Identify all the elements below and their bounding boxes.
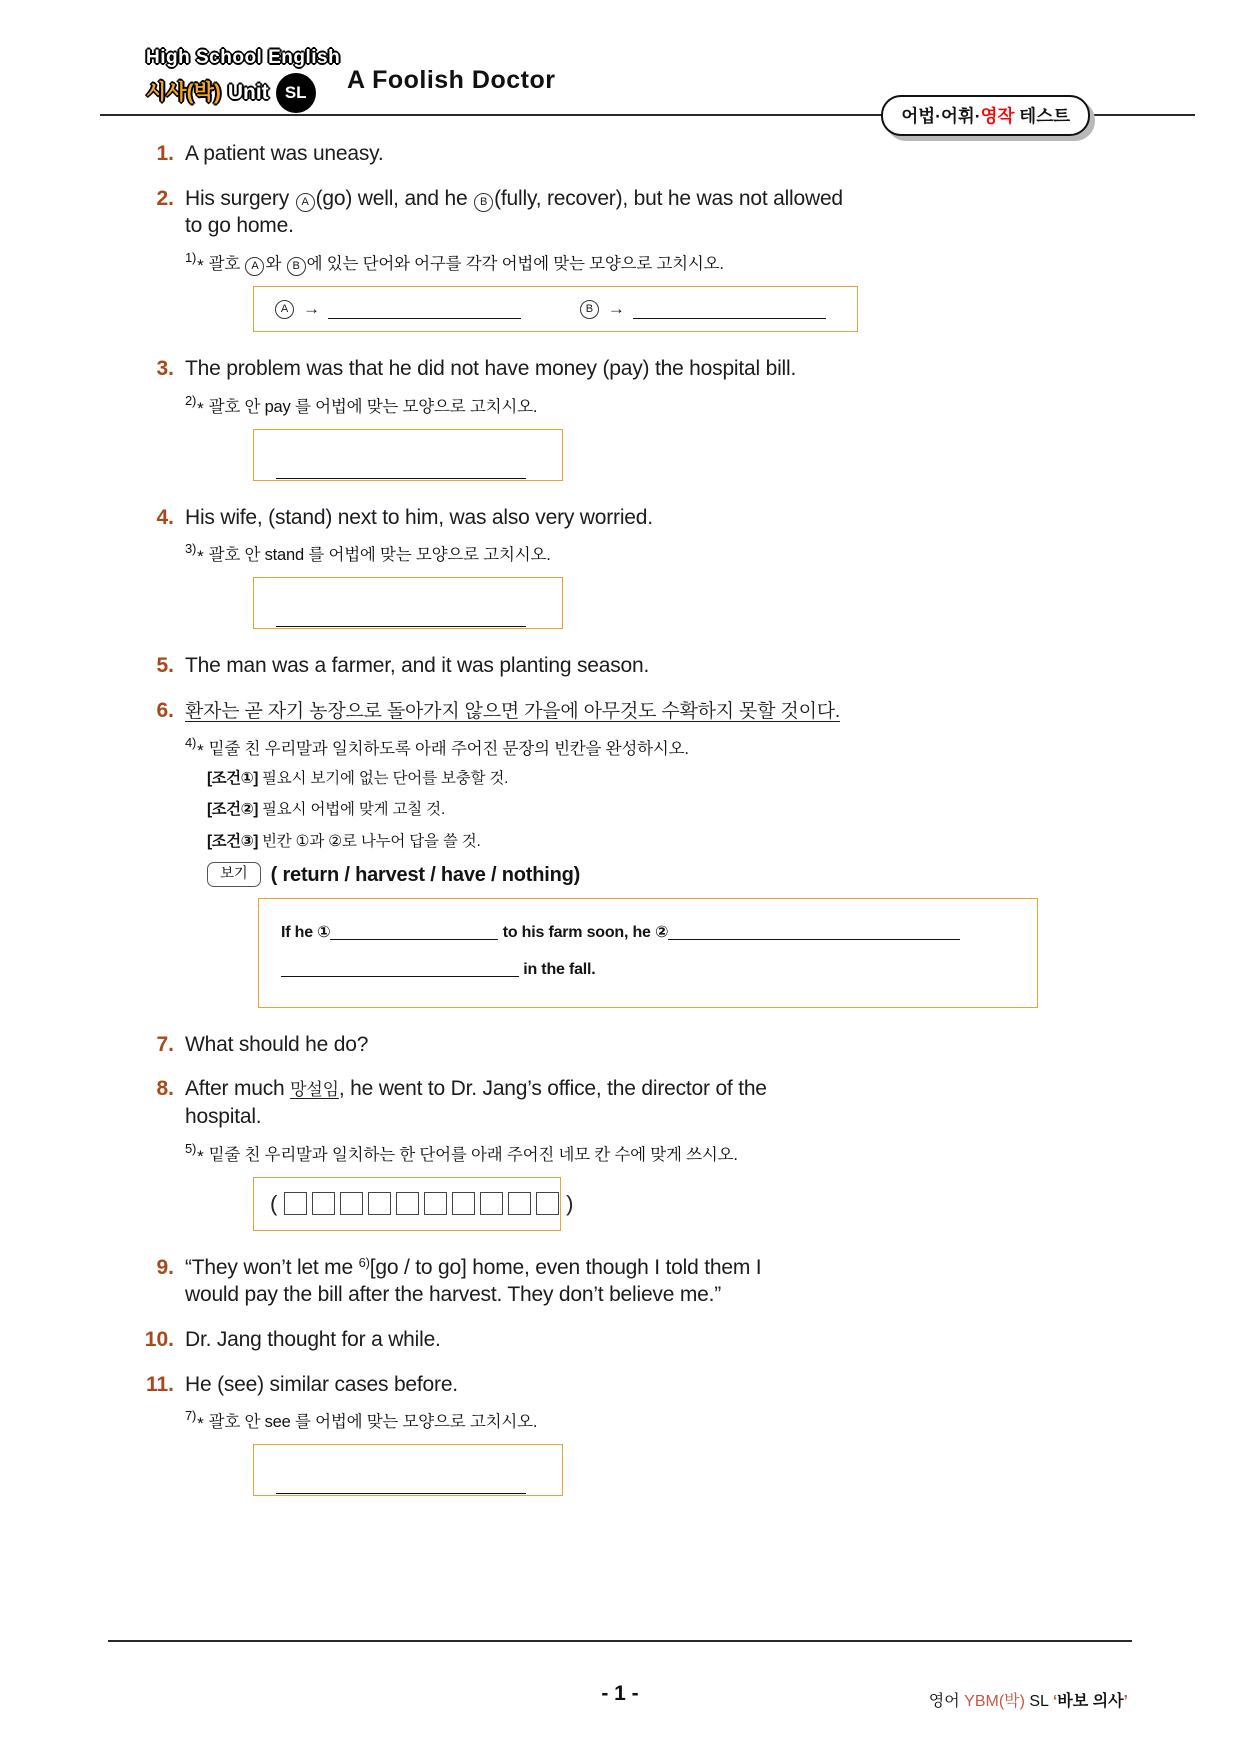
letter-box — [340, 1192, 363, 1215]
answer-box — [253, 1444, 563, 1496]
sentence-part: (go) well, and he — [315, 186, 474, 210]
sub-question — [185, 1140, 767, 1167]
badge-text-highlight: 영작 — [980, 106, 1015, 126]
question-text — [185, 1075, 767, 1236]
footnote-number: 4) — [185, 734, 197, 750]
asterisk-mark: * — [197, 256, 204, 276]
answer-blank — [276, 460, 526, 479]
letter-box — [452, 1192, 475, 1215]
question-number: 5. — [156, 654, 174, 678]
instruction-text: 밑줄 친 우리말과 일치하도록 아래 주어진 문장의 빈칸을 완성하시오. — [208, 739, 689, 758]
answer-box — [253, 577, 563, 629]
sub-question — [185, 392, 796, 419]
question-number: 2. — [156, 186, 174, 210]
instruction-text: 괄호 안 see 를 어법에 맞는 모양으로 고치시오. — [208, 1413, 538, 1432]
source-brand: YBM(박) — [964, 1693, 1025, 1710]
sentence-part: [go / to go] home, even though I told them I — [369, 1255, 762, 1279]
source-quote-open: ‘ — [1052, 1693, 1058, 1710]
sentence-part: to go home. — [185, 214, 294, 238]
circled-letter-a: A — [296, 193, 315, 212]
answer-blank — [633, 300, 826, 319]
answer-box — [253, 1177, 574, 1231]
letter-box-row — [284, 1192, 559, 1215]
letter-box — [480, 1192, 503, 1215]
logo-top-text: High School English — [146, 47, 341, 68]
letter-box — [508, 1192, 531, 1215]
question-number: 1. — [156, 142, 174, 165]
sentence-part: (fully, recover), but he was not allowed — [494, 186, 843, 210]
source-mid: SL — [1024, 1693, 1053, 1710]
answer-blank-1 — [330, 921, 498, 940]
answer-box — [253, 429, 563, 481]
letter-box — [424, 1192, 447, 1215]
question-number: 6. — [156, 698, 174, 722]
word-bank — [207, 862, 1038, 888]
question-text — [185, 355, 796, 486]
circled-letter-b: B — [580, 300, 599, 319]
asterisk-mark: * — [197, 1146, 204, 1166]
question-number: 10. — [144, 1328, 174, 1351]
fill-sentence-part: If he ① — [281, 924, 331, 942]
question-list — [130, 140, 1140, 1519]
letter-box — [312, 1192, 335, 1215]
letter-box — [396, 1192, 419, 1215]
badge-text-pre: 어법·어휘· — [901, 106, 981, 126]
question-text — [185, 185, 858, 338]
answer-blank-2-cont — [281, 958, 519, 977]
question-2 — [130, 185, 1140, 338]
fill-sentence-part: to his farm soon, he ② — [498, 924, 669, 942]
condition-tag: [조건③] — [207, 832, 258, 850]
asterisk-mark: * — [197, 547, 204, 567]
asterisk-mark: * — [197, 1414, 204, 1434]
question-text: What should he do? — [185, 1032, 369, 1056]
question-text: A patient was uneasy. — [185, 142, 384, 165]
asterisk-mark: * — [197, 740, 204, 760]
page-title: A Foolish Doctor — [347, 66, 556, 94]
condition-3 — [207, 829, 1038, 854]
question-11 — [130, 1371, 1140, 1502]
question-text: Dr. Jang thought for a while. — [185, 1328, 441, 1351]
condition-text: 필요시 보기에 없는 단어를 보충할 것. — [262, 770, 509, 788]
footnote-number: 2) — [185, 392, 197, 408]
sub-question — [185, 540, 653, 567]
arrow-icon: → — [607, 298, 625, 318]
source-quote-close: ’ — [1123, 1693, 1128, 1710]
question-number: 9. — [156, 1255, 174, 1279]
question-10 — [130, 1326, 1140, 1354]
condition-text: 빈칸 ①과 ②로 나누어 답을 쓸 것. — [262, 832, 481, 850]
question-8 — [130, 1075, 1140, 1236]
question-number: 4. — [156, 505, 174, 529]
question-7 — [130, 1031, 1140, 1059]
sentence-part: would pay the bill after the harvest. They don’t believe me.” — [185, 1283, 722, 1307]
footer-divider — [108, 1640, 1132, 1642]
question-3 — [130, 355, 1140, 486]
sl-badge: SL — [276, 73, 316, 113]
condition-text: 필요시 어법에 맞게 고칠 것. — [262, 801, 446, 819]
sentence-part: His wife, (stand) next to him, was also very worried. — [185, 505, 653, 529]
logo-unit: Unit — [227, 80, 269, 104]
word-bank-label: 보기 — [207, 862, 261, 887]
sentence-part: , he went to Dr. Jang’s office, the director of the — [338, 1077, 767, 1101]
page-number: - 1 - — [601, 1682, 639, 1705]
source-pre: 영어 — [928, 1693, 965, 1710]
question-text — [185, 1254, 761, 1309]
test-type-badge — [881, 95, 1090, 136]
condition-tag: [조건②] — [207, 801, 258, 819]
sub-question — [185, 734, 1038, 761]
asterisk-mark: * — [197, 398, 204, 418]
paren-open: ( — [270, 1191, 278, 1217]
circled-letter-a: A — [245, 257, 264, 276]
answer-box — [258, 898, 1038, 1008]
sentence-part: His surgery — [185, 186, 295, 210]
question-number: 11. — [145, 1372, 174, 1396]
answer-blank — [276, 1475, 526, 1494]
fill-sentence-part: in the fall. — [519, 960, 596, 978]
condition-2 — [207, 797, 1038, 822]
footnote-number: 7) — [185, 1408, 197, 1424]
question-text — [185, 697, 1038, 1014]
word-bank-options: ( return / harvest / have / nothing) — [270, 863, 581, 886]
answer-blank-2 — [668, 921, 960, 940]
source-reference — [929, 1688, 1128, 1711]
sub-question — [185, 249, 858, 276]
sentence-part: hospital. — [185, 1105, 262, 1129]
question-number: 8. — [156, 1077, 174, 1101]
condition-tag: [조건①] — [207, 770, 258, 788]
question-text — [185, 504, 653, 635]
logo-brand: 시사(박) — [146, 80, 221, 104]
sentence-part: The problem was that he did not have money (pay) the hospital bill. — [185, 357, 797, 381]
question-1 — [130, 140, 1140, 168]
sentence-part: “They won’t let me — [185, 1255, 359, 1279]
arrow-icon: → — [303, 298, 320, 318]
instruction-text: 괄호 — [208, 255, 245, 274]
footnote-number: 3) — [185, 541, 197, 557]
badge-text-post: 테스트 — [1014, 106, 1070, 126]
question-4 — [130, 504, 1140, 635]
answer-blank — [328, 300, 521, 319]
answer-box — [253, 286, 858, 332]
sentence-part: He (see) similar cases before. — [185, 1372, 458, 1396]
instruction-text: 괄호 안 pay 를 어법에 맞는 모양으로 고치시오. — [208, 397, 538, 416]
korean-word-underlined: 망설임 — [290, 1080, 339, 1100]
circled-letter-b: B — [474, 193, 493, 212]
paren-close: ) — [566, 1191, 574, 1217]
question-text: The man was a farmer, and it was planting season. — [185, 654, 650, 678]
footnote-number: 1) — [185, 250, 197, 266]
question-6 — [130, 697, 1140, 1014]
instruction-text: 와 — [265, 255, 286, 274]
instruction-text: 에 있는 단어와 어구를 각각 어법에 맞는 모양으로 고치시오. — [306, 255, 724, 274]
footnote-number: 5) — [185, 1140, 197, 1156]
question-text — [185, 1371, 563, 1502]
question-5 — [130, 652, 1140, 680]
question-number: 7. — [156, 1032, 174, 1056]
sub-question — [185, 1407, 563, 1434]
instruction-text: 밑줄 친 우리말과 일치하는 한 단어를 아래 주어진 네모 칸 수에 맞게 쓰시오. — [208, 1145, 738, 1164]
circled-letter-b: B — [287, 257, 306, 276]
letter-box — [368, 1192, 391, 1215]
condition-1 — [207, 766, 1038, 791]
letter-box — [284, 1192, 307, 1215]
answer-blank — [276, 608, 526, 627]
letter-box — [536, 1192, 559, 1215]
question-9 — [130, 1254, 1140, 1309]
korean-prompt: 환자는 곧 자기 농장으로 돌아가지 않으면 가을에 아무것도 수확하지 못할 것이다. — [185, 700, 840, 722]
source-title: 바보 의사 — [1057, 1693, 1124, 1710]
publisher-logo — [146, 48, 340, 113]
sentence-part: After much — [185, 1077, 291, 1101]
footnote-number: 6) — [358, 1254, 370, 1270]
circled-letter-a: A — [275, 300, 294, 319]
question-number: 3. — [156, 357, 174, 381]
instruction-text: 괄호 안 stand 를 어법에 맞는 모양으로 고치시오. — [208, 546, 551, 565]
